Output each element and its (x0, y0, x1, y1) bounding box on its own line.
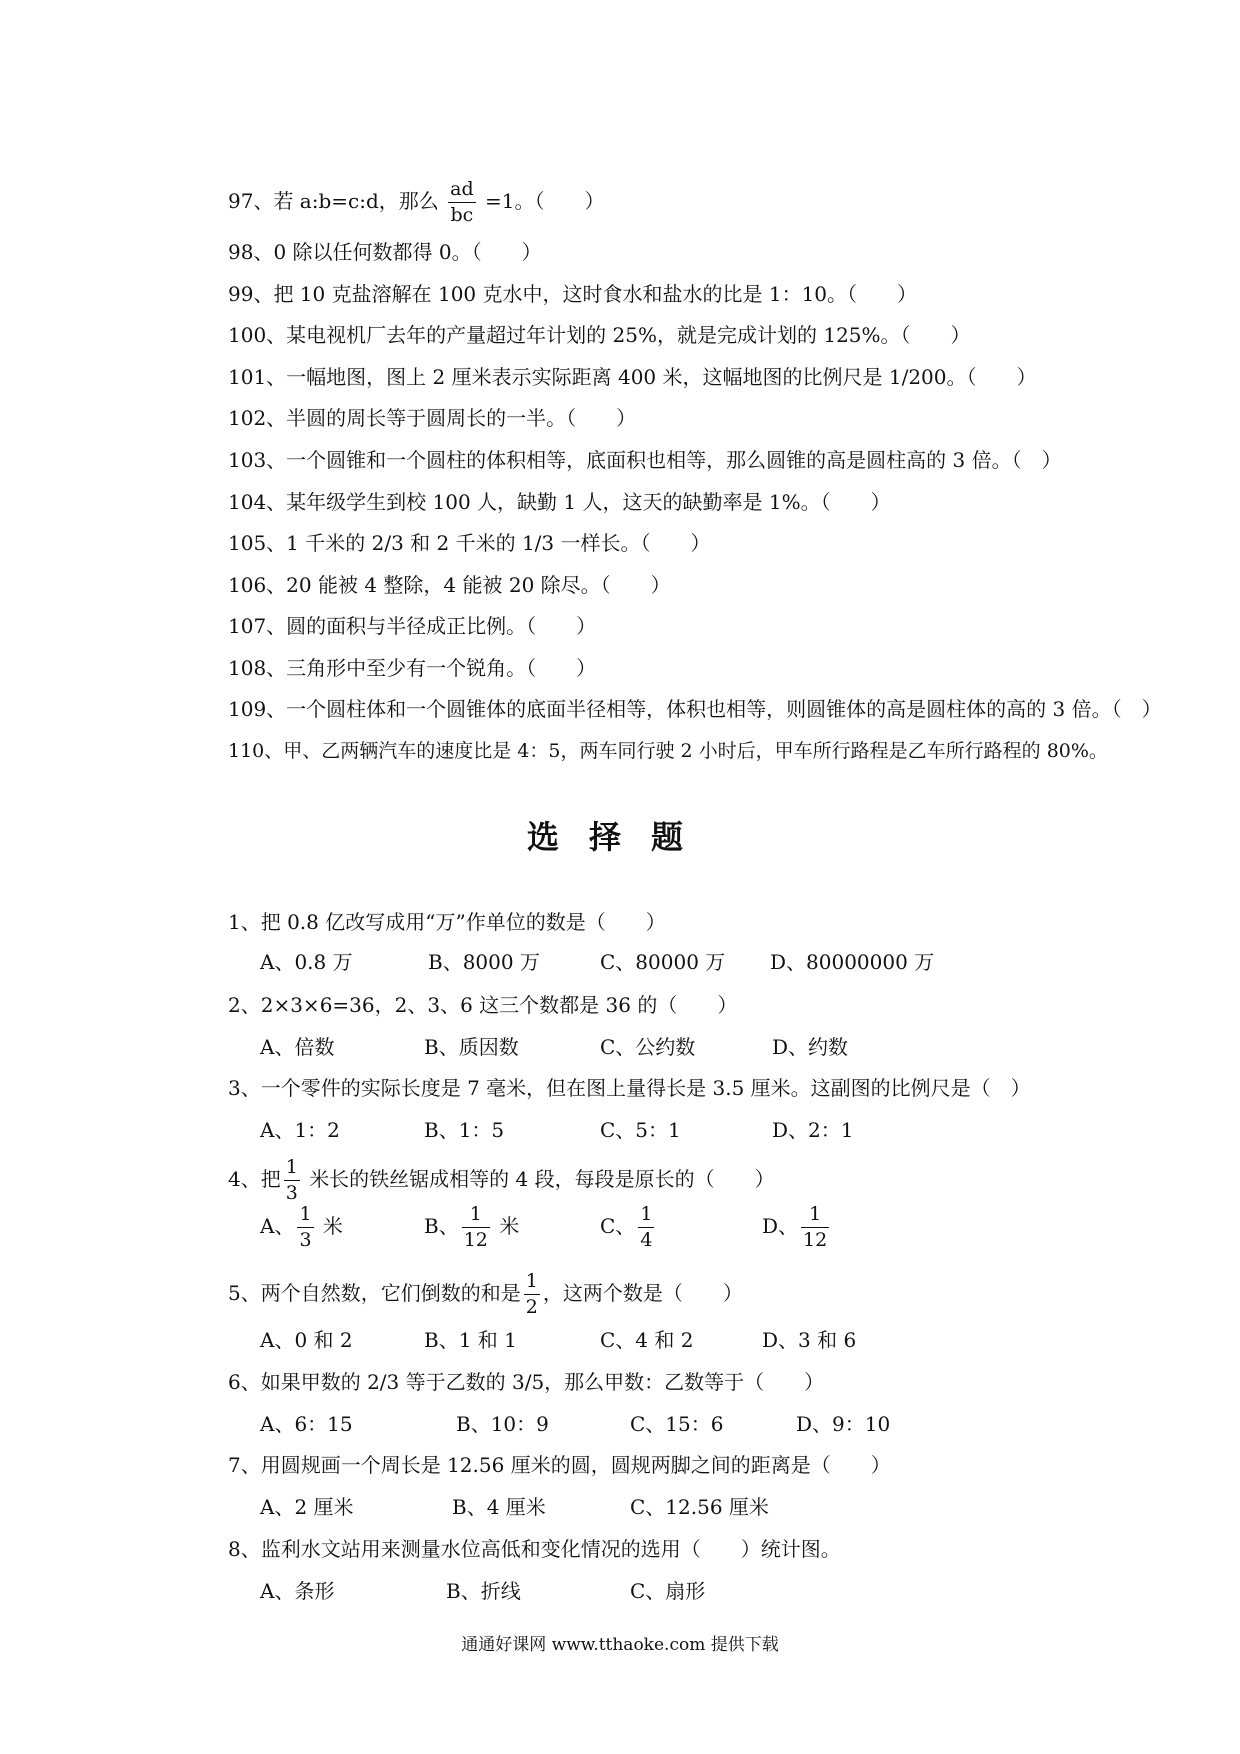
fraction-numerator: ad (448, 180, 476, 203)
q3-option-c: C、5：1 (600, 1118, 681, 1142)
q1-option-b: B、8000 万 (428, 950, 540, 974)
q8-option-b: B、折线 (446, 1579, 521, 1603)
question-109: 109、一个圆柱体和一个圆锥体的底面半径相等，体积也相等，则圆锥体的高是圆柱体的高的 3 倍。（ ） (228, 697, 1162, 721)
q5-option-a: A、0 和 2 (260, 1328, 353, 1352)
choice-question-7: 7、用圆规画一个周长是 12.56 厘米的圆，圆规两脚之间的距离是（ ） (228, 1453, 891, 1477)
choice-question-4 (228, 1158, 775, 1203)
fraction-numerator: 1 (801, 1205, 829, 1228)
choice-question-3: 3、一个零件的实际长度是 7 毫米，但在图上量得长是 3.5 厘米。这副图的比例尺是（ ） (228, 1076, 1031, 1100)
q4-option-b (424, 1205, 519, 1250)
q7-option-a: A、2 厘米 (260, 1495, 354, 1519)
fraction-denominator: 2 (525, 1296, 538, 1318)
q6-option-d: D、9：10 (796, 1412, 891, 1436)
q6-option-a: A、6：15 (260, 1412, 353, 1436)
question-97-text: 97、若 a:b=c:d，那么 (228, 189, 439, 213)
option-label: D、 (762, 1214, 799, 1238)
q6-option-c: C、15：6 (630, 1412, 724, 1436)
choice-question-1: 1、把 0.8 亿改写成用“万”作单位的数是（ ） (228, 910, 666, 934)
question-97 (228, 180, 604, 225)
q5-prefix: 5、两个自然数，它们倒数的和是 (228, 1281, 521, 1305)
fraction-denominator: 4 (640, 1229, 653, 1251)
fraction-denominator: bc (450, 204, 474, 226)
question-108: 108、三角形中至少有一个锐角。（ ） (228, 656, 597, 680)
option-fraction (801, 1205, 829, 1250)
q5-option-c: C、4 和 2 (600, 1328, 694, 1352)
question-97-tail: =1。（ ） (485, 189, 605, 213)
fraction-one-third (284, 1158, 300, 1203)
q5-option-b: B、1 和 1 (424, 1328, 517, 1352)
section-title: 选择题 (526, 818, 713, 856)
question-102: 102、半圆的周长等于圆周长的一半。（ ） (228, 406, 637, 430)
q5-option-d: D、3 和 6 (762, 1328, 857, 1352)
question-107: 107、圆的面积与半径成正比例。（ ） (228, 614, 597, 638)
question-110: 110、甲、乙两辆汽车的速度比是 4：5，两车同行驶 2 小时后，甲车所行路程是乙车所行路程的 80%。 (228, 740, 1108, 762)
q4-suffix: 米长的铁丝锯成相等的 4 段，每段是原长的（ ） (309, 1167, 775, 1191)
fraction-one-half (524, 1272, 540, 1317)
q8-option-c: C、扇形 (630, 1579, 706, 1603)
q4-option-a (260, 1205, 343, 1250)
option-fraction (462, 1205, 490, 1250)
fraction-numerator: 1 (462, 1205, 490, 1228)
fraction-denominator: 3 (285, 1182, 298, 1204)
question-100: 100、某电视机厂去年的产量超过年计划的 25%，就是完成计划的 125%。（ ） (228, 323, 971, 347)
fraction-ad-bc (448, 180, 476, 225)
q4-prefix: 4、把 (228, 1167, 281, 1191)
choice-question-5 (228, 1272, 743, 1317)
option-unit: 米 (322, 1214, 343, 1238)
option-label: B、 (424, 1214, 459, 1238)
fraction-numerator: 1 (297, 1205, 313, 1228)
question-99: 99、把 10 克盐溶解在 100 克水中，这时食水和盐水的比是 1：10。（ ） (228, 282, 918, 306)
q3-option-d: D、2：1 (772, 1118, 854, 1142)
fraction-numerator: 1 (524, 1272, 540, 1295)
q3-option-a: A、1：2 (260, 1118, 340, 1142)
option-unit: 米 (499, 1214, 520, 1238)
q2-option-a: A、倍数 (260, 1035, 335, 1059)
q2-option-c: C、公约数 (600, 1035, 696, 1059)
q7-option-c: C、12.56 厘米 (630, 1495, 769, 1519)
question-98: 98、0 除以任何数都得 0。（ ） (228, 240, 542, 264)
option-label: C、 (600, 1214, 636, 1238)
question-104: 104、某年级学生到校 100 人，缺勤 1 人，这天的缺勤率是 1%。（ ） (228, 490, 891, 514)
option-fraction (638, 1205, 654, 1250)
choice-question-8: 8、监利水文站用来测量水位高低和变化情况的选用（ ）统计图。 (228, 1537, 841, 1561)
choice-question-6: 6、如果甲数的 2/3 等于乙数的 3/5，那么甲数：乙数等于（ ） (228, 1370, 825, 1394)
question-103: 103、一个圆锥和一个圆柱的体积相等，底面积也相等，那么圆锥的高是圆柱高的 3 倍。（ ） (228, 448, 1062, 472)
q1-option-d: D、80000000 万 (770, 950, 935, 974)
q2-option-b: B、质因数 (424, 1035, 519, 1059)
footer-source: 通通好课网 www.tthaoke.com 提供下载 (461, 1635, 779, 1655)
fraction-denominator: 12 (463, 1229, 488, 1251)
fraction-numerator: 1 (638, 1205, 654, 1228)
choice-question-2: 2、2×3×6=36，2、3、6 这三个数都是 36 的（ ） (228, 993, 738, 1017)
q4-option-d (762, 1205, 832, 1250)
option-fraction (297, 1205, 313, 1250)
q4-option-c (600, 1205, 657, 1250)
fraction-numerator: 1 (284, 1158, 300, 1181)
question-105: 105、1 千米的 2/3 和 2 千米的 1/3 一样长。（ ） (228, 531, 711, 555)
fraction-denominator: 12 (803, 1229, 828, 1251)
question-101: 101、一幅地图，图上 2 厘米表示实际距离 400 米，这幅地图的比例尺是 1/200。（ ） (228, 365, 1037, 389)
q1-option-a: A、0.8 万 (260, 950, 353, 974)
q2-option-d: D、约数 (772, 1035, 849, 1059)
fraction-denominator: 3 (299, 1229, 312, 1251)
option-label: A、 (260, 1214, 295, 1238)
q3-option-b: B、1：5 (424, 1118, 505, 1142)
q8-option-a: A、条形 (260, 1579, 335, 1603)
question-106: 106、20 能被 4 整除，4 能被 20 除尽。（ ） (228, 573, 671, 597)
q6-option-b: B、10：9 (456, 1412, 549, 1436)
q7-option-b: B、4 厘米 (452, 1495, 546, 1519)
q5-suffix: ，这两个数是（ ） (542, 1281, 743, 1305)
q1-option-c: C、80000 万 (600, 950, 726, 974)
